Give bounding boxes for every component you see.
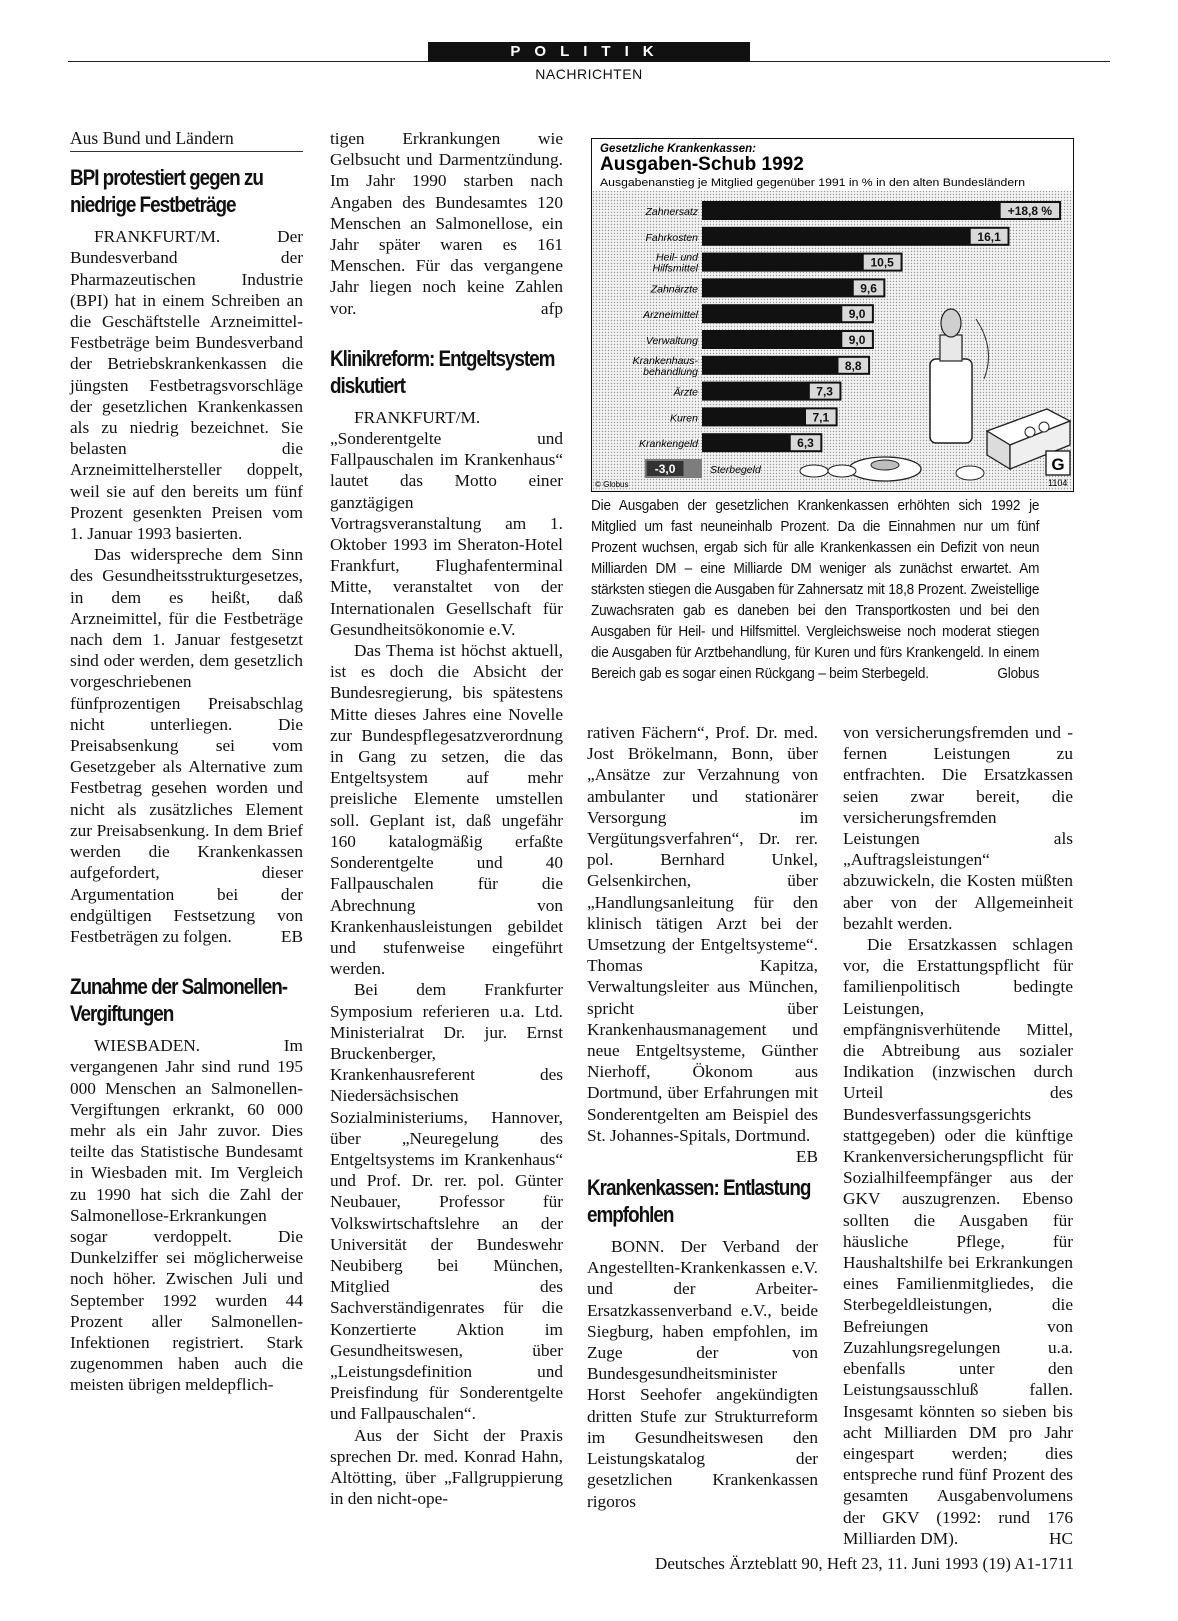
- bar-group: [633, 355, 870, 378]
- subsection-label: NACHRICHTEN: [535, 66, 643, 82]
- svg-text:G: G: [1051, 455, 1065, 474]
- kicker: Aus Bund und Ländern: [70, 128, 303, 152]
- article-1-title: BPI protestiert gegen zu niedrige Festbeträge: [70, 165, 263, 218]
- category-label: Kuren: [669, 412, 698, 425]
- category-label: Zahnärzte: [650, 283, 698, 296]
- article-3-signature: EB: [795, 1147, 818, 1167]
- value-label: -3,0: [654, 462, 676, 476]
- value-label: 9,0: [848, 333, 866, 347]
- article-4-title: Krankenkassen: Entlastung empfohlen: [587, 1175, 811, 1228]
- article-2-signature: afp: [540, 298, 563, 318]
- article-2-title: Zunahme der Salmonellen-Vergiftungen: [70, 974, 288, 1027]
- article-1-paragraph: Das widerspreche dem Sinn des Gesundheitsstrukturgesetzes, in dem es heißt, daß Arzneimittel, für die Festbeträge nach dem 1. Januar festgesetzt sind oder werden, dem gesetzlich vorgeschriebenen fünfprozentigen Preisabschlag nicht unterliegen. Die Preisabsenkung sei vom Gesetzgeber als Alternative zum Festbetrag gesehen worden und nicht als zusätzliches Element zur Preisabsenkung. In dem Brief werden die Krankenkassen aufgefordert, dieser Argumentation bei der endgültigen Festsetzung von Festbeträgen zu folgen. EB: [70, 545, 303, 946]
- value-label: 16,1: [977, 229, 1001, 244]
- article-3-title: Klinikreform: Entgeltsystem diskutiert: [330, 345, 555, 398]
- category-label: Verwaltung: [645, 335, 698, 347]
- article-1-signature: EB: [280, 926, 303, 946]
- value-label: 10,5: [870, 255, 894, 270]
- category-label: Sterbegeld: [710, 464, 761, 476]
- value-label: 6,3: [797, 436, 814, 451]
- chart-box: [591, 138, 1074, 492]
- category-label: Ärzte: [673, 386, 698, 399]
- article-3-continuation: rativen Fächern“, Prof. Dr. med. Jost Brökelmann, Bonn, über „Ansätze zur Verzahnung von ambulanter und stationärer Versorgung im Vergütungsverfahren“, Dr. rer. pol. Bernhard Unkel, Gelsenkirchen, über „Handlungsanleitung für den klinisch tätigen Arzt bei der Umsetzung der Entgeltsysteme“. Thomas Kapitza, Verwaltungsleiter aus München, spricht über Krankenhausmanagement und neue Entgeltsysteme, Günther Nierhoff, Ökonom aus Dortmund, über Erfahrungen mit Sonderentgelten am Beispiel des St. Johannes-Spitals, Dortmund. EB: [587, 723, 818, 1167]
- article-2-continuation: tigen Erkrankungen wie Gelbsucht und Darmentzündung. Im Jahr 1990 starben nach Angaben des Bundesamtes 120 Menschen an Salmonellose, ein Jahr später waren es 161 Menschen. Für das vergangene Jahr liegen noch keine Zahlen vor. afp: [330, 129, 563, 318]
- value-label: 9,0: [848, 307, 866, 322]
- article-3-paragraph: Das Thema ist höchst aktuell, ist es doch die Absicht der Bundesregierung, bis spätestens Mitte dieses Jahres eine Novelle zur Bundespflegesatzverordnung in Gang zu setzen, die das Entgeltsystem auf mehr preisliche Elemente umstellen soll. Geplant ist, daß ungefähr 160 katalogmäßig erfaßte Sonderentgelte und 40 Fallpauschalen für die Abrechnung von Krankenhausleistungen gebildet und stufenweise eingeführt werden.: [330, 641, 563, 979]
- column-4: [843, 722, 1073, 1549]
- chart-code: 1104: [1048, 478, 1068, 488]
- globus-logo: [1046, 451, 1070, 475]
- category-label: Krankenhaus-behandlung: [632, 354, 698, 378]
- article-4-paragraph: BONN. Der Verband der Angestellten-Krankenkassen e.V. und der Arbeiter-Ersatzkassenverband e.V., beide Siegburg, haben empfohlen, im Zuge der von Bundesgesundheitsminister Horst Seehofer angekündigten dritten Stufe zur Strukturreform im Gesundheitswesen den Leistungskatalog der gesetzlichen Krankenkassen rigoros: [587, 1237, 818, 1511]
- value-label: 7,1: [812, 410, 830, 425]
- category-label: Krankengeld: [639, 438, 698, 451]
- section-banner: POLITIK: [428, 42, 750, 62]
- chart-subtitle: Ausgabenanstieg je Mitglied gegenüber 1991 in % in den alten Bundesländern: [600, 177, 1025, 189]
- article-4-paragraph: Die Ersatzkassen schlagen vor, die Erstattungspflicht für familienpolitisch bedingte Leistungen, empfängnisverhütende Mittel, die Abtreibung aus sozialer Indikation (inzwischen durch Urteil des Bundesverfassungsgerichts stattgegeben) oder die künftige Krankenversicherungspflicht für Sozialhilfeempfänger aus der GKV auszugrenzen. Ebenso sollten die Ausgaben für häusliche Pflege, für Haushaltshilfe bei Erkrankungen eines Familienmitgliedes, die Sterbegeldleistungen, die Befreiungen von Zuzahlungsregelungen u.a. ebenfalls unter den Leistungsausschluß fallen. Insgesamt könnten so sieben bis acht Milliarden DM pro Jahr eingespart werden; dies entspreche rund fünf Prozent des gesamten Ausgabenvolumens der GKV (1992: rund 176 Milliarden DM). HC: [843, 935, 1073, 1548]
- article-3-paragraph: FRANKFURT/M. „Sonderentgelte und Fallpauschalen im Krankenhaus“ lautet das Motto einer ganztägigen Vortragsveranstaltung am 1. Oktober 1993 im Sheraton-Hotel Frankfurt, Flughafenterminal Mitte, veranstaltet von der Internationalen Gesellschaft für Gesundheitsökonomie e.V.: [330, 407, 563, 639]
- chart-supertitle: Gesetzliche Krankenkassen:: [600, 143, 756, 155]
- article-1-paragraph: FRANKFURT/M. Der Bundesverband der Pharmazeutischen Industrie (BPI) hat in einem Schreiben an die Geschäftstelle Arzneimittel-Festbeträge beim Bundesverband der Betriebskrankenkassen die jüngsten Festbetragsvorschläge der gesetzlichen Krankenkassen als zu niedrig bezeichnet. Sie belasten die Arzneimittelhersteller doppelt, weil sie auf den bereits um fünf Prozent gesenkten Preisen vom 1. Januar 1993 basierten.: [70, 227, 303, 544]
- category-label: Fahrkosten: [645, 231, 698, 244]
- chart-credit: © Globus: [595, 480, 629, 489]
- article-4-signature: HC: [1048, 1528, 1073, 1548]
- article-3-paragraph: Aus der Sicht der Praxis sprechen Dr. med. Konrad Hahn, Altötting, über „Fallgruppierung in den nicht-ope-: [330, 1425, 563, 1509]
- chart-title: Ausgaben-Schub 1992: [600, 154, 804, 175]
- article-4-continuation: von versicherungsfremden und -fernen Leistungen zu entfrachten. Die Ersatzkassen seien zwar bereit, die versicherungsfremden Leistungen als „Auftragsleistungen“ abzuwickeln, die Kosten müßten aber von der Allgemeinheit bezahlt werden.: [843, 723, 1073, 933]
- value-label: 7,3: [816, 384, 833, 399]
- bar-group: [652, 252, 902, 275]
- column-3: [587, 722, 818, 1512]
- column-1: [70, 128, 303, 1396]
- article-3-paragraph: Bei dem Frankfurter Symposium referieren u.a. Ltd. Ministerialrat Dr. jur. Ernst Bruckenberger, Krankenhausreferent des Niedersächsischen Sozialministeriums, Hannover, über „Neuregelung des Entgeltsystems im Krankenhaus“ und Prof. Dr. rer. pol. Günter Neubauer, Professor für Volkswirtschaftslehre an der Universität der Bundeswehr Neubiberg bei München, Mitglied des Sachverständigenrates für die Konzertierte Aktion im Gesundheitswesen, über „Leistungsdefinition und Preisfindung für Sonderentgelte und Fallpauschalen“.: [330, 980, 563, 1424]
- column-2: [330, 128, 563, 1509]
- bar-chart: [592, 139, 1073, 491]
- value-label: +18,8 %: [1007, 204, 1053, 218]
- caption-signature: Globus: [997, 666, 1040, 682]
- article-2-paragraph: WIESBADEN. Im vergangenen Jahr sind rund 195 000 Menschen an Salmonellen-Vergiftungen erkrankt, 60 000 mehr als ein Jahr zuvor. Dies teilte das Statistische Bundesamt in Wiesbaden mit. Im Vergleich zu 1990 hat sich die Zahl der Salmonellose-Erkrankungen sogar verdoppelt. Die Dunkelziffer sei möglicherweise noch höher. Zwischen Juli und September 1992 wurden 44 Prozent aller Salmonellen-Infektionen registriert. Stark zugenommen haben auch die meisten übrigen meldepflich-: [70, 1036, 303, 1395]
- value-label: 9,6: [860, 281, 877, 296]
- bar: [702, 227, 1010, 246]
- category-label: Heil- und Hilfsmittel: [652, 251, 698, 275]
- value-label: 8,8: [844, 358, 862, 373]
- chart-caption: Die Ausgaben der gesetzlichen Krankenkassen erhöhten sich 1992 je Mitglied um fast neuneinhalb Prozent. Da die Einnahmen nur um fünf Prozent wuchsen, ergab sich für alle Krankenkassen ein Defizit von neun Milliarden DM – eine Milliarde DM weniger als zunächst erwartet. Am stärksten stiegen die Ausgaben für Zahnersatz mit 18,8 Prozent. Zweistellige Zuwachsraten gab es daneben bei den Transportkosten und bei den Ausgaben für Heil- und Hilfsmittel. Vergleichsweise noch moderat stiegen die Ausgaben für Arztbehandlung, für Kuren und fürs Krankengeld. In einem Bereich gab es sogar einen Rückgang – beim Sterbegeld. Globus: [591, 496, 1039, 685]
- bar-group: [644, 201, 1061, 220]
- category-label: Arzneimittel: [643, 309, 698, 322]
- category-label: Zahnersatz: [645, 206, 698, 218]
- page-footer: Deutsches Ärzteblatt 90, Heft 23, 11. Juni 1993 (19) A1-1711: [655, 1554, 1074, 1573]
